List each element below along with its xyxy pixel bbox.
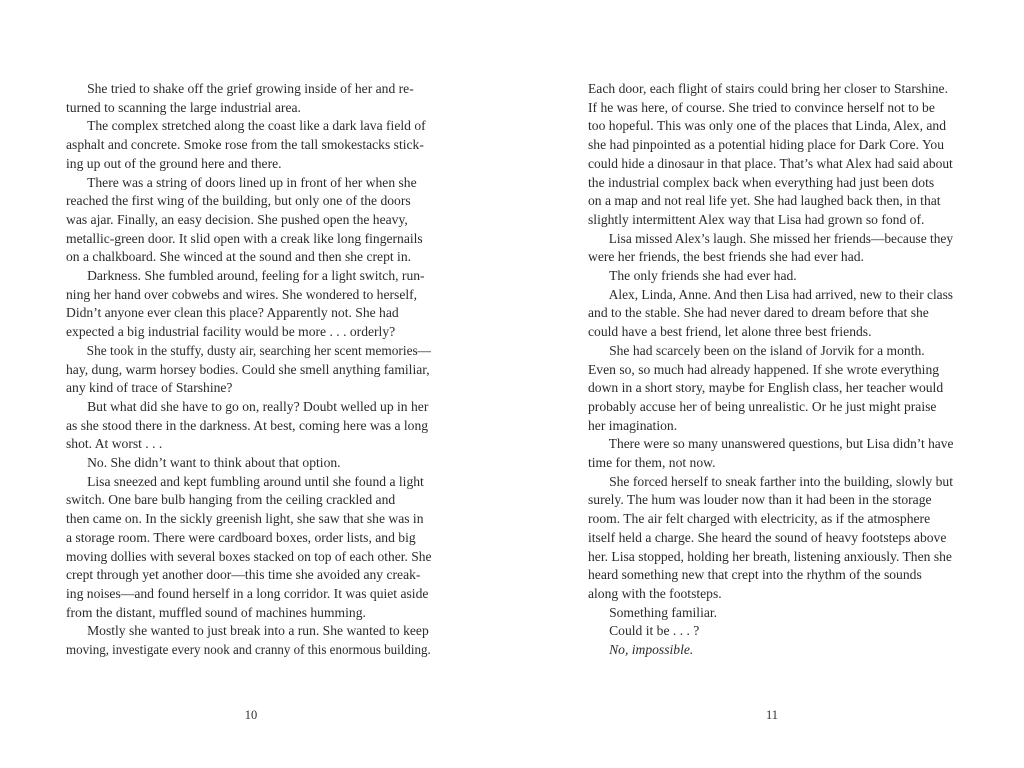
text-line: crept through yet another door—this time she avoided any creak- [66,567,421,583]
text-line: from the distant, muffled sound of machines humming. [66,604,366,620]
text-line: There were so many unanswered questions, but Lisa didn’t have [608,436,954,452]
page-number-right: 11 [765,708,779,722]
text-line: the industrial complex back when everything had just been dots [588,174,935,190]
text-line: she had pinpointed as a potential hiding place for Dark Core. You [588,137,945,153]
text-line: time for them, not now. [588,455,716,471]
text-line: Lisa missed Alex’s laugh. She missed her friends—because they [608,230,954,246]
text-line: could have a best friend, let alone three best friends. [588,324,872,340]
text-line: probably accuse her of being unrealistic. Or he just might praise [588,398,937,414]
text-line: metallic-green door. It slid open with a creak like long fingernails [66,230,423,246]
text-line: shot. At worst . . . [66,436,163,452]
text-line: itself held a charge. She heard the sound of heavy footsteps above [588,529,947,545]
text-line: Something familiar. [609,604,718,620]
text-line: But what did she have to go on, really? Doubt welled up in her [87,398,429,414]
text-line: Didn’t anyone ever clean this place? Apparently not. She had [66,305,399,321]
text-line: There was a string of doors lined up in front of her when she [87,174,417,190]
text-line: a storage room. There were cardboard boxes, order lists, and big [66,529,416,545]
text-line: She took in the stuffy, dusty air, searching her scent memories— [86,342,432,358]
text-line: on a chalkboard. She winced at the sound and then she crept in. [66,249,412,265]
text-line: heard something new that crept into the rhythm of the sounds [588,567,922,583]
text-line: too hopeful. This was only one of the places that Linda, Alex, and [588,118,947,134]
text-line: asphalt and concrete. Smoke rose from the tall smokestacks stick- [66,137,424,153]
text-line: moving, investigate every nook and cranny of this enormous building. [66,642,431,658]
text-line: turned to scanning the large industrial area. [66,99,301,115]
text-line: If he was here, of course. She tried to convince herself not to be [588,99,935,115]
text-line: room. The air felt charged with electricity, as if the atmosphere [588,511,931,527]
text-line: switch. One bare bulb hanging from the ceiling crackled and [66,492,396,508]
text-line: The only friends she had ever had. [609,268,797,284]
text-line: as she stood there in the darkness. At best, coming here was a long [66,417,429,433]
left-page-body [66,80,431,660]
text-line: her imagination. [588,417,678,433]
text-line: slightly intermittent Alex way that Lisa had grown so fond of. [588,211,925,227]
text-line: were her friends, the best friends she had ever had. [588,249,864,265]
text-line: on a map and not real life yet. She had laughed back then, in that [588,193,941,209]
text-line: then came on. In the sickly greenish light, she saw that she was in [66,511,424,527]
text-line: The complex stretched along the coast like a dark lava field of [87,118,426,134]
text-line: hay, dung, warm horsey bodies. Could she smell anything familiar, [66,361,430,377]
text-line: ning her hand over cobwebs and wires. She wondered to herself, [66,286,418,302]
text-line: down in a short story, maybe for English class, her teacher would [588,380,944,396]
text-line: any kind of trace of Starshine? [66,380,233,396]
text-line: She forced herself to sneak farther into the building, slowly but [609,473,953,489]
text-line: surely. The hum was louder now than it had been in the storage [588,492,932,508]
text-line: along with the footsteps. [588,585,722,601]
page-number-left: 10 [244,708,258,722]
text-line: was ajar. Finally, an easy decision. She pushed open the heavy, [66,211,408,227]
text-line: Lisa sneezed and kept fumbling around until she found a light [87,473,424,489]
text-line: expected a big industrial facility would be more . . . orderly? [66,324,396,340]
text-line: and to the stable. She had never dared to dream before that she [588,305,929,321]
text-line: reached the first wing of the building, but only one of the doors [66,193,411,209]
text-line: No, impossible. [609,642,694,658]
text-line: She tried to shake off the grief growing inside of her and re- [87,81,414,96]
text-line: moving dollies with several boxes stacked on top of each other. She [66,548,432,564]
text-line: Each door, each flight of stairs could bring her closer to Starshine. [588,81,948,96]
right-page-body [588,80,953,660]
text-line: Mostly she wanted to just break into a run. She wanted to keep [87,623,429,639]
text-line: Alex, Linda, Anne. And then Lisa had arrived, new to their class [608,286,954,302]
text-line: Darkness. She fumbled around, feeling for a light switch, run- [87,268,425,284]
text-line: Could it be . . . ? [609,623,700,639]
text-line: Even so, so much had already happened. If she wrote everything [588,361,940,377]
text-line: She had scarcely been on the island of Jorvik for a month. [609,342,925,358]
text-line: could hide a dinosaur in that place. That’s what Alex had said about [588,155,953,171]
text-line: No. She didn’t want to think about that option. [87,455,341,471]
text-line: her. Lisa stopped, holding her breath, listening anxiously. Then she [588,548,952,564]
text-line: ing noises—and found herself in a long corridor. It was quiet aside [66,585,429,601]
text-line: ing up out of the ground here and there. [66,155,282,171]
